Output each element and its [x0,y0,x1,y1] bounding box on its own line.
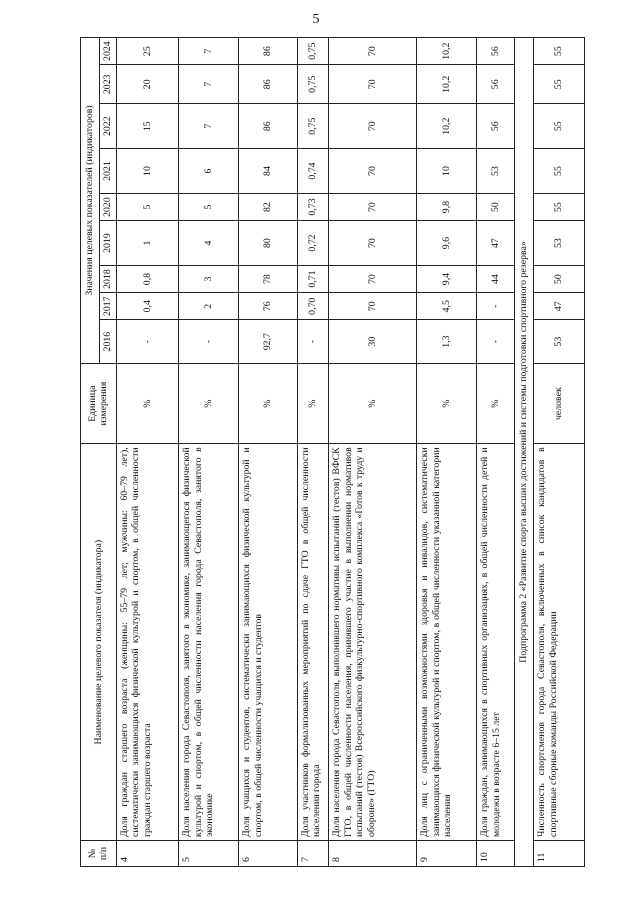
table-row [416,38,476,867]
year-header: 2019 [100,221,117,266]
row-number: 7 [297,841,329,867]
value-cell: 9,6 [416,221,476,266]
value-cell: 25 [116,38,178,65]
value-cell: 15 [116,104,178,149]
value-cell: 82 [239,193,297,220]
value-cell: 0,70 [297,293,329,320]
value-cell: 53 [477,149,515,194]
value-cell: 50 [534,266,585,293]
unit-cell: % [297,364,329,444]
value-cell: 1 [116,221,178,266]
value-cell: 70 [329,193,417,220]
value-cell: 0,75 [297,104,329,149]
header-values: Значения целевых показателей (индикаторов) [81,38,100,364]
indicator-name: Доля населения города Севастополя, выполнившего нормативы испытаний (тестов) ВФСК ГТО, в общей численности населения, принявшего участие в выполнении нормативов испытаний (тестов) Всероссийского физкультурно-спортивного комплекса «Готов к труду и обороне» (ГТО) [329,444,417,841]
value-cell: 76 [239,293,297,320]
value-cell: 70 [329,38,417,65]
value-cell: 86 [239,38,297,65]
table-row [297,38,329,867]
value-cell: 92,7 [239,320,297,364]
value-cell: 9,8 [416,193,476,220]
value-cell: 10,2 [416,38,476,65]
value-cell: - [116,320,178,364]
value-cell: 80 [239,221,297,266]
value-cell: 86 [239,104,297,149]
value-cell: 10 [416,149,476,194]
year-header: 2022 [100,104,117,149]
table-row [239,38,297,867]
indicator-name: Численность спортсменов города Севастополя, включенных в список кандидатов в спортивные сборные команды Российской Федерации [534,444,585,841]
value-cell: 70 [329,266,417,293]
row-number: 5 [179,841,239,867]
unit-cell: % [329,364,417,444]
value-cell: 5 [116,193,178,220]
table-row [477,38,515,867]
value-cell: 9,4 [416,266,476,293]
unit-cell: % [477,364,515,444]
value-cell: 47 [534,293,585,320]
value-cell: 0,75 [297,65,329,104]
value-cell: 55 [534,104,585,149]
value-cell: 55 [534,38,585,65]
year-header: 2024 [100,38,117,65]
unit-cell: % [179,364,239,444]
year-header: 2023 [100,65,117,104]
value-cell: 10,2 [416,104,476,149]
value-cell: 0,8 [116,266,178,293]
value-cell: 7 [179,104,239,149]
value-cell: 55 [534,149,585,194]
value-cell: - [477,320,515,364]
unit-cell: человек [534,364,585,444]
value-cell: 70 [329,104,417,149]
value-cell: - [477,293,515,320]
year-header: 2021 [100,149,117,194]
value-cell: 56 [477,38,515,65]
value-cell: 70 [329,65,417,104]
value-cell: 7 [179,65,239,104]
unit-cell: % [116,364,178,444]
table-row [179,38,239,867]
value-cell: 55 [534,65,585,104]
value-cell: 84 [239,149,297,194]
value-cell: 5 [179,193,239,220]
value-cell: 30 [329,320,417,364]
header-name: Наименование целевого показателя (индикатора) [81,444,117,841]
value-cell: 53 [534,320,585,364]
value-cell: 70 [329,221,417,266]
year-header: 2020 [100,193,117,220]
year-header: 2018 [100,266,117,293]
header-unit: Единица измерения [81,364,117,444]
year-header: 2017 [100,293,117,320]
row-number: 9 [416,841,476,867]
indicator-name: Доля лиц с ограниченными возможностями здоровья и инвалидов, систематически занимающихся физической культурой и спортом, в общей численности указанной категории населения [416,444,476,841]
row-number: 8 [329,841,417,867]
value-cell: 55 [534,193,585,220]
value-cell: 0,75 [297,38,329,65]
table-row [116,38,178,867]
value-cell: 4 [179,221,239,266]
value-cell: 2 [179,293,239,320]
value-cell: 0,72 [297,221,329,266]
value-cell: 4,5 [416,293,476,320]
row-number: 10 [477,841,515,867]
value-cell: 0,71 [297,266,329,293]
indicator-name: Доля граждан, занимающихся в спортивных организациях, в общей численности детей и молодежи в возрасте 6–15 лет [477,444,515,841]
table-row [329,38,417,867]
indicator-name: Доля населения города Севастополя, занятого в экономике, занимающегося физической культурой и спортом, в общей численности населения города Севастополя, занятого в экономике [179,444,239,841]
value-cell: 44 [477,266,515,293]
header-num: № п/п [81,841,117,867]
value-cell: - [297,320,329,364]
indicator-name: Доля участников формализованных мероприятий по сдаче ГТО в общей численности населения города [297,444,329,841]
value-cell: 50 [477,193,515,220]
value-cell: 53 [534,221,585,266]
value-cell: 86 [239,65,297,104]
value-cell: 1,3 [416,320,476,364]
rotated-table-container [80,37,585,867]
indicator-name: Доля граждан старшего возраста (женщины: 55–79 лет; мужчины: 60–79 лет), систематически занимающихся физической культурой и спортом, в общей численности граждан старшего возраста [116,444,178,841]
row-number: 6 [239,841,297,867]
value-cell: 78 [239,266,297,293]
row-number: 4 [116,841,178,867]
value-cell: 6 [179,149,239,194]
year-header: 2016 [100,320,117,364]
value-cell: 0,73 [297,193,329,220]
table-row [534,38,585,867]
unit-cell: % [416,364,476,444]
value-cell: 0,4 [116,293,178,320]
page-number: 5 [312,12,320,27]
value-cell: 47 [477,221,515,266]
indicators-table [80,37,585,867]
value-cell: 56 [477,65,515,104]
value-cell: 3 [179,266,239,293]
value-cell: 0,74 [297,149,329,194]
value-cell: 7 [179,38,239,65]
value-cell: 70 [329,149,417,194]
value-cell: 10,2 [416,65,476,104]
value-cell: - [179,320,239,364]
value-cell: 70 [329,293,417,320]
subprogram-title: Подпрограмма 2 «Развитие спорта высших достижений и системы подготовки спортивного резерва» [515,38,534,867]
row-number: 11 [534,841,585,867]
value-cell: 56 [477,104,515,149]
unit-cell: % [239,364,297,444]
value-cell: 20 [116,65,178,104]
indicator-name: Доля учащихся и студентов, систематически занимающихся физической культурой и спортом, в общей численности учащихся и студентов [239,444,297,841]
value-cell: 10 [116,149,178,194]
